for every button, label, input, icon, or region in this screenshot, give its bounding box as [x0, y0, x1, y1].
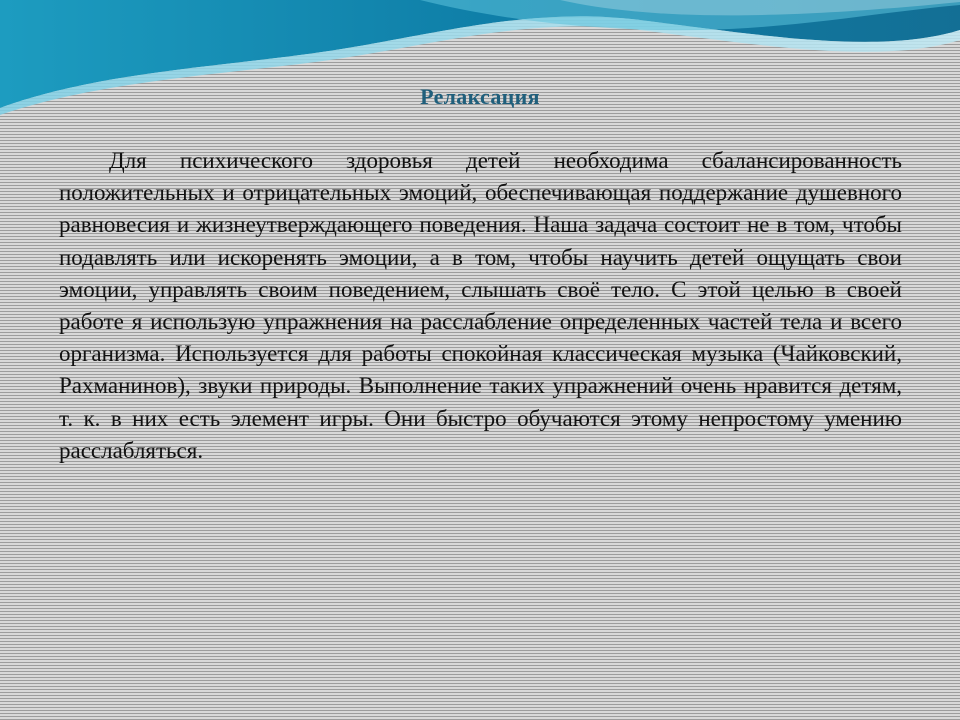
slide-title: Релаксация	[420, 84, 540, 109]
decorative-wave-header	[0, 0, 960, 140]
body-paragraph: Для психического здоровья детей необходима сбалансированность положительных и отрицательных эмоций, обеспечивающая поддержание душевного равновесия и жизнеутверждающего поведения. Наша задача состоит не в том, чтобы подавлять или искоренять эмоции, а в том, чтобы научить детей ощущать свои эмоции, управлять своим поведением, слышать своё тело. С этой целью в своей работе я использую упражнения на расслабление определенных частей тела и всего организма. Используется для работы спокойная классическая музыка (Чайковский, Рахманинов), звуки природы. Выполнение таких упражнений очень нравится детям, т. к. в них есть элемент игры. Они быстро обучаются этому непростому умению расслабляться.	[59, 148, 902, 463]
